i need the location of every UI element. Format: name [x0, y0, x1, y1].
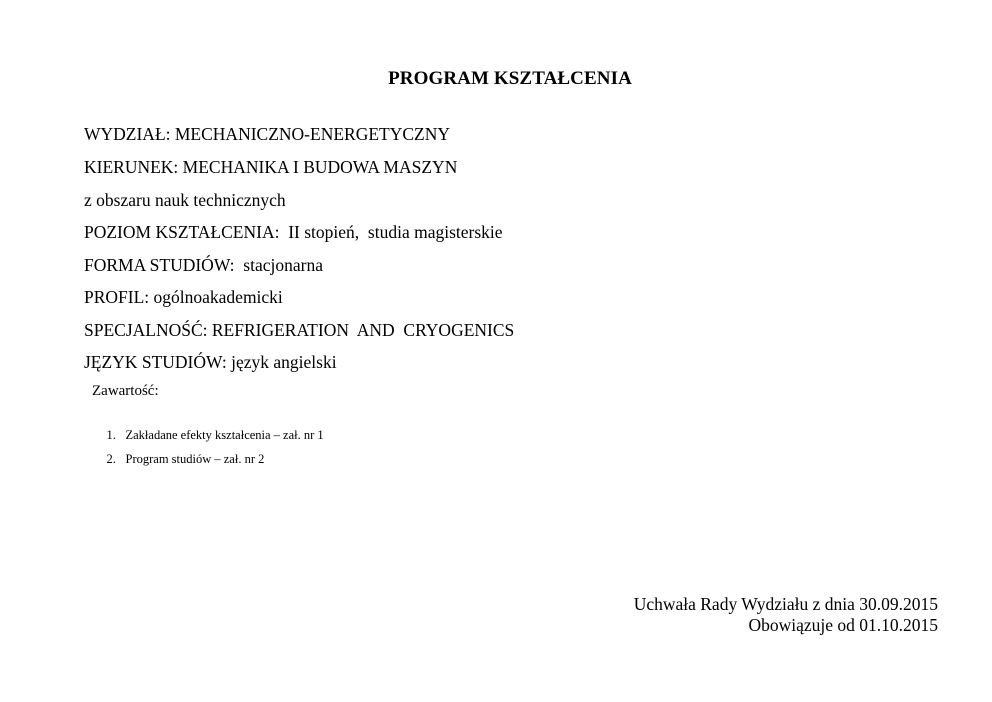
field-study-form: FORMA STUDIÓW: stacjonarna — [84, 255, 323, 275]
field-specialty: SPECJALNOŚĆ: REFRIGERATION AND CRYOGENICS — [84, 320, 515, 340]
list-item-number: 2. — [106, 452, 116, 466]
list-item-text: Zakładane efekty kształcenia – zał. nr 1 — [125, 428, 324, 442]
list-item-text: Program studiów – zał. nr 2 — [125, 452, 265, 466]
document-title: PROGRAM KSZTAŁCENIA — [388, 68, 632, 89]
contents-label: Zawartość: — [92, 383, 159, 399]
field-science-area: z obszaru nauk technicznych — [84, 190, 286, 210]
resolution-date: Uchwała Rady Wydziału z dnia 30.09.2015 — [633, 594, 938, 614]
list-item-number: 1. — [106, 428, 116, 442]
list-item — [94, 437, 264, 482]
field-direction: KIERUNEK: MECHANIKA I BUDOWA MASZYN — [84, 157, 458, 177]
field-profile: PROFIL: ogólnoakademicki — [84, 287, 283, 307]
effective-date: Obowiązuje od 01.10.2015 — [748, 615, 938, 635]
field-education-level: POZIOM KSZTAŁCENIA: II stopień, studia magisterskie — [84, 222, 503, 242]
field-language: JĘZYK STUDIÓW: język angielski — [84, 352, 337, 372]
field-faculty: WYDZIAŁ: MECHANICZNO-ENERGETYCZNY — [84, 124, 450, 144]
